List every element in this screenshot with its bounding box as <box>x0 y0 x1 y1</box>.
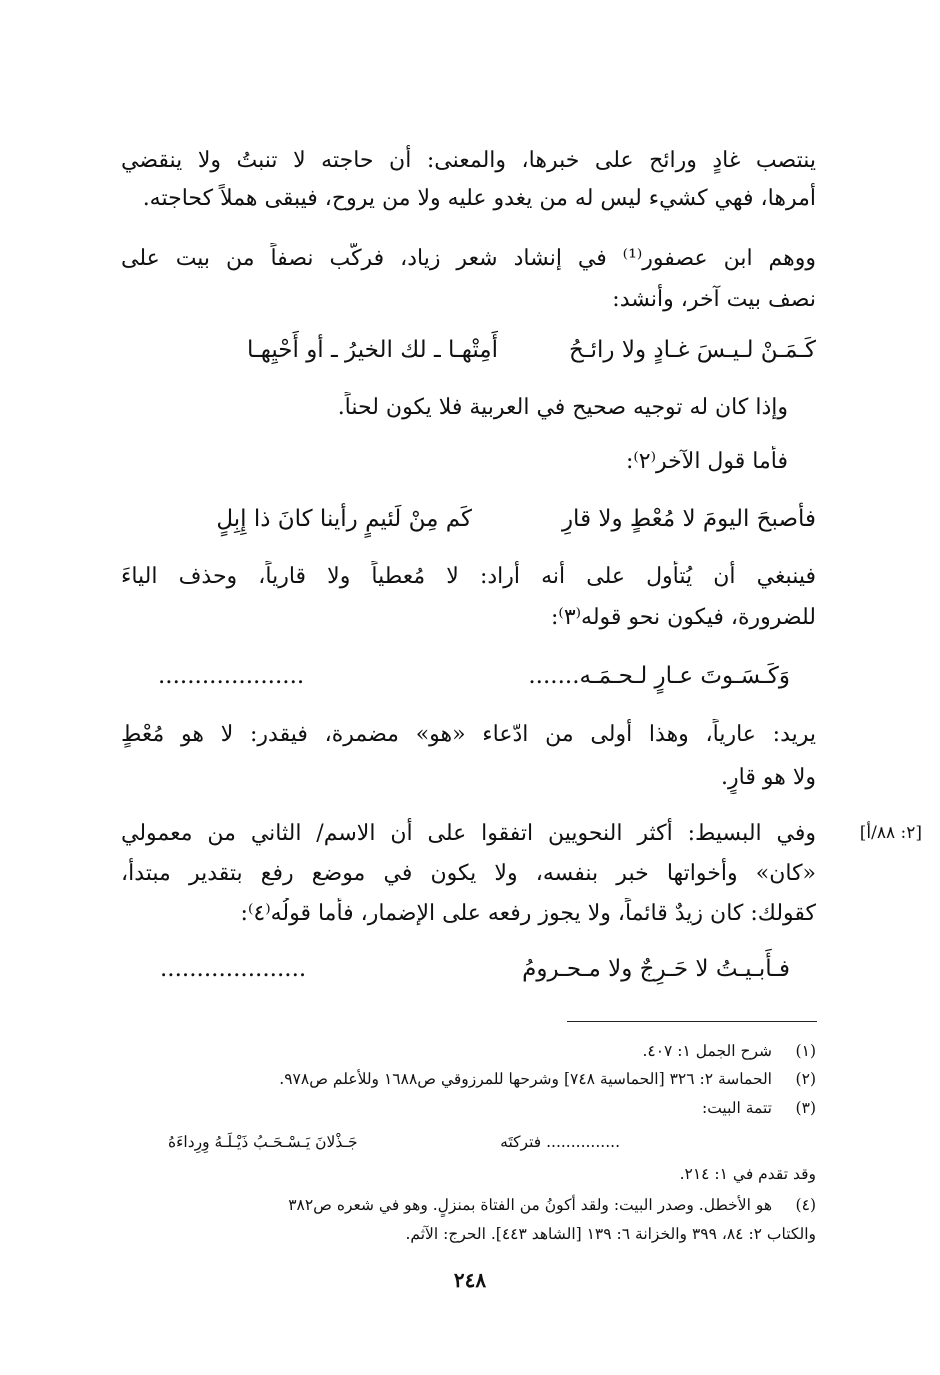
footnote-3-verse-first: ............... فتركتَه <box>500 1133 620 1151</box>
body-line-13: كقولك: كان زيدٌ قائماً، ولا يجوز رفعه على الإضمار، فأما قولُه⁽٤⁾: <box>240 901 816 926</box>
verse-1-second-hemistich: كَـمَـنْ لـيـسَ غـادٍ ولا رائـحُ <box>569 337 816 363</box>
verse-3-second-hemistich: .................... <box>158 663 305 689</box>
verse-4-second-hemistich: فـأَبـيـتُ لا حَـرِجٌ ولا مـحـرومُ <box>522 956 790 982</box>
page-number: ٢٤٨ <box>453 1268 487 1292</box>
body-line-9: يريد: عارياً، وهذا أولى من ادّعاء «هو» مضمرة، فيقدر: لا هو مُعْطٍ <box>121 722 816 747</box>
body-line-6: فأما قول الآخر⁽٢⁾: <box>625 449 788 474</box>
verse-1-first-hemistich: أَمِتْهـا ـ لك الخيرُ ـ أو أَحْيِهـا <box>246 337 498 363</box>
footnote-2-text: الحماسة ٢: ٣٢٦ [الحماسية ٧٤٨] وشرحها للمرزوقي ص١٦٨٨ وللأعلم ص٩٧٨. <box>279 1070 772 1088</box>
body-line-4: نصف بيت آخر، وأنشد: <box>612 287 816 312</box>
body-line-7: فينبغي أن يُتأول على أنه أراد: لا مُعطياً ولا قارياً، وحذف الياءَ <box>121 564 816 589</box>
body-line-1: ينتصب غادٍ ورائح على خبرها، والمعنى: أن حاجته لا تنبتُ ولا ينقضي <box>121 148 816 173</box>
footnote-2 <box>116 1067 816 1091</box>
body-line-8: للضرورة، فيكون نحو قوله⁽٣⁾: <box>550 605 816 630</box>
footnote-3-number: (٣) <box>795 1099 816 1117</box>
footnote-1-number: (١) <box>795 1042 816 1060</box>
body-line-12: «كان» وأخواتها خبر بنفسه، ولا يكون في موضع رفع بتقدير مبتدأ، <box>121 861 816 886</box>
footnote-1-text: شرح الجمل ١: ٤٠٧. <box>642 1042 772 1060</box>
verse-2-first-hemistich: كَم مِنْ لَئيمٍ رأينا كانَ ذا إِبِلٍ <box>216 506 472 532</box>
footnote-2-number: (٢) <box>795 1070 816 1088</box>
body-line-3: ووهم ابن عصفور⁽¹⁾ في إنشاد شعر زياد، فركَّب نصفاً من بيت على <box>121 246 816 271</box>
body-line-10: ولا هو قارٍ. <box>721 765 816 790</box>
verse-4-first-hemistich-dots: .................... <box>160 956 307 982</box>
footnote-3-continuation: وقد تقدم في ١: ٢١٤. <box>679 1165 816 1183</box>
footnote-4-continuation: والكتاب ٢: ٨٤، ٣٩٩ والخزانة ٦: ١٣٩ [الشاهد ٤٤٣]. الحرج: الآثم. <box>405 1225 816 1243</box>
footnote-4-number: (٤) <box>795 1196 816 1214</box>
footnote-3-text: تتمة البيت: <box>701 1099 772 1117</box>
body-line-11: وفي البسيط: أكثر النحويين اتفقوا على أن الاسم/ الثاني من معمولي <box>121 821 816 846</box>
footnote-3 <box>116 1096 816 1120</box>
footnote-3-verse-second: جَـذْلانَ يَـسْـحَـبُ ذَيْـلَـهُ وِرِداءَهُ <box>168 1133 358 1151</box>
footnote-4 <box>116 1193 816 1217</box>
margin-manuscript-reference: [٢: ٨٨/أ] <box>859 823 922 843</box>
footnote-separator <box>567 1021 817 1022</box>
body-line-2: أمرها، فهي كشيء ليس له من يغدو عليه ولا من يروح، فيبقى هملاً كحاجته. <box>142 186 816 211</box>
verse-3-first-hemistich: وَكَـسَـوتَ عـارٍ لـحـمَـه....... <box>528 663 790 689</box>
footnote-4-text: هو الأخطل. وصدر البيت: ولقد أكونُ من الفتاة بمنزلٍ. وهو في شعره ص٣٨٢ <box>288 1196 772 1214</box>
footnote-1 <box>116 1039 816 1063</box>
body-line-5: وإذا كان له توجيه صحيح في العربية فلا يكون لحناً. <box>337 395 788 420</box>
verse-2-second-hemistich: فأصبحَ اليومَ لا مُعْطٍ ولا قارِ <box>561 506 816 532</box>
